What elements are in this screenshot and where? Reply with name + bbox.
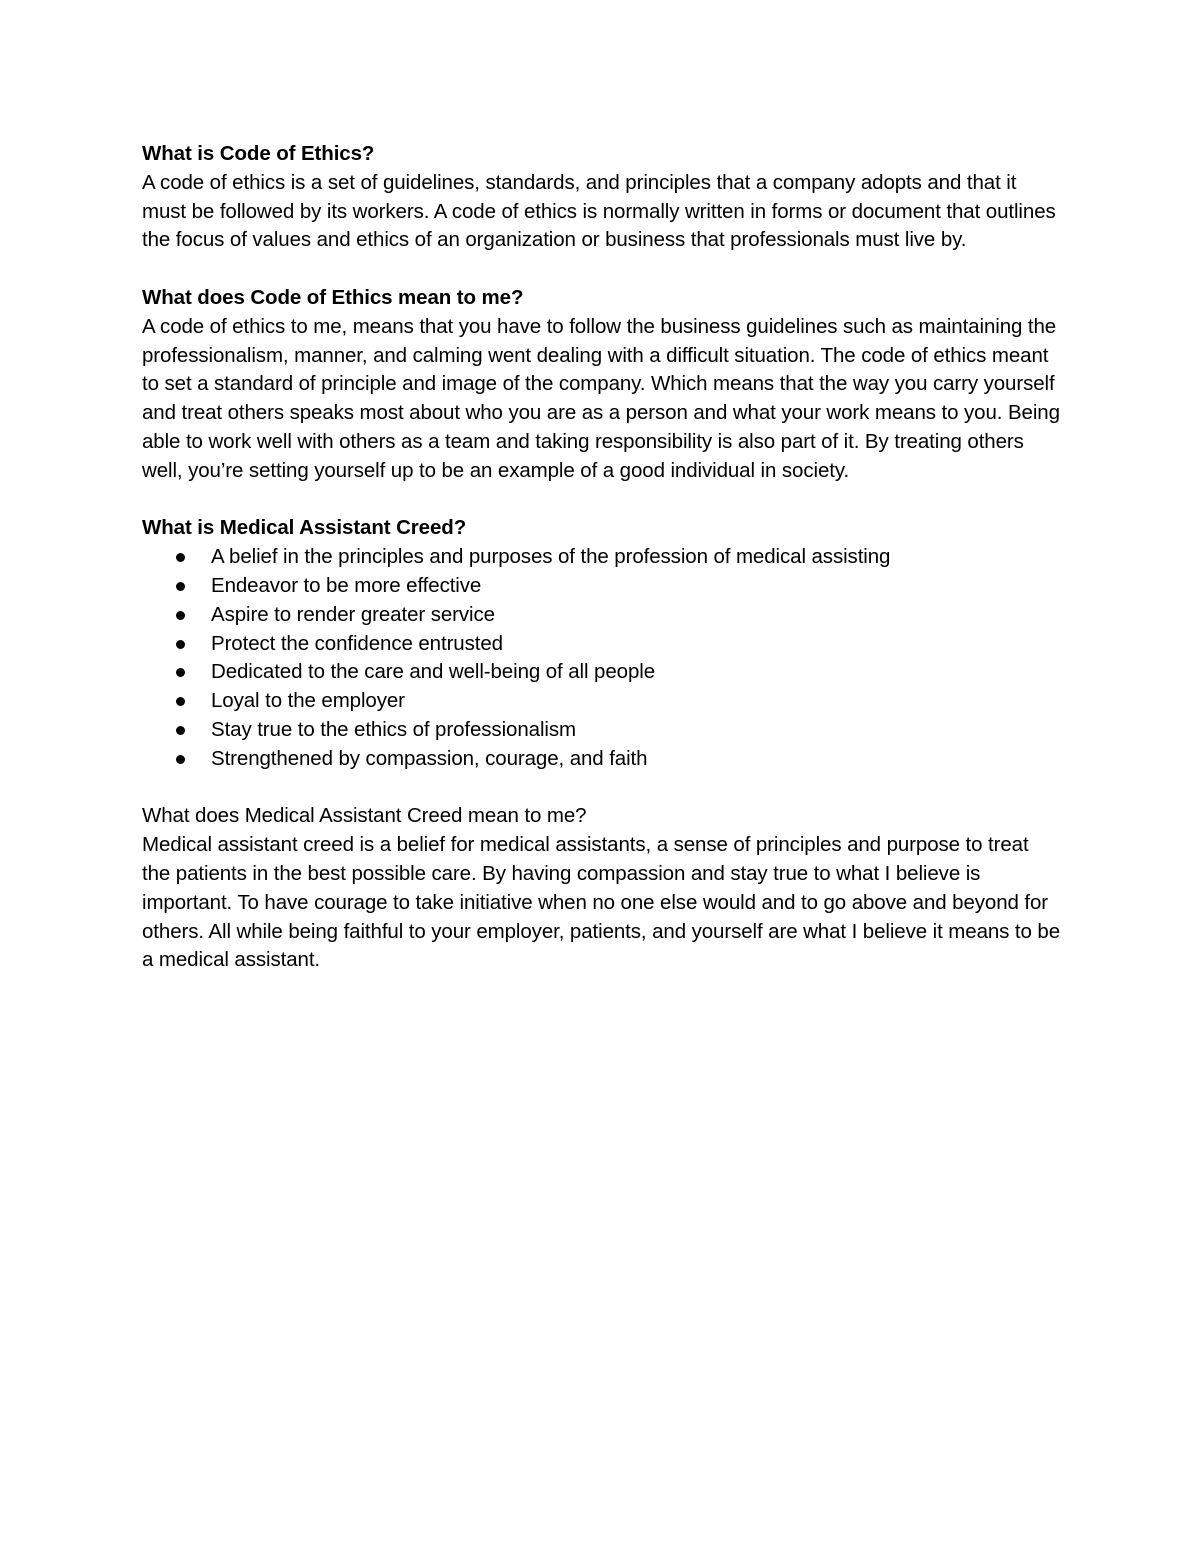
section-heading: What does Medical Assistant Creed mean to me?	[142, 804, 587, 828]
list-item-text: Protect the confidence entrusted	[211, 631, 503, 655]
bullet-icon	[176, 553, 185, 562]
list-item-text: Endeavor to be more effective	[211, 573, 482, 597]
list-item	[142, 745, 1062, 774]
section-heading: What is Medical Assistant Creed?	[142, 516, 467, 540]
bullet-icon	[176, 668, 185, 677]
bullet-icon	[176, 726, 185, 735]
list-item	[142, 572, 1062, 601]
list-item	[142, 601, 1062, 630]
list-item-text: A belief in the principles and purposes of the profession of medical assisting	[211, 545, 891, 569]
bullet-icon	[176, 697, 185, 706]
section-heading: What is Code of Ethics?	[142, 142, 375, 165]
section-paragraph: A code of ethics to me, means that you have to follow the business guidelines such as maintaining the professionalism, manner, and calming went dealing with a difficult situation. The code of ethics meant to set a standard of principle and image of the company. Which means that the way you carry yourself and treat others speaks most about who you are as a person and what your work means to you. Being able to work well with others as a team and taking responsibility is also part of it. By treating others well, you’re setting yourself up to be an example of a good individual in society.	[142, 314, 1060, 482]
bullet-icon	[176, 755, 185, 764]
section-heading: What does Code of Ethics mean to me?	[142, 285, 524, 309]
section-medical-assistant-creed	[142, 514, 1062, 773]
list-item	[142, 687, 1062, 716]
section-paragraph: A code of ethics is a set of guidelines, standards, and principles that a company adopts and that it must be followed by its workers. A code of ethics is normally written in forms or document that outlines the focus of values and ethics of an organization or business that professionals must live by.	[142, 170, 1056, 252]
section-what-is-code-of-ethics	[142, 140, 1062, 255]
bullet-icon	[176, 582, 185, 591]
creed-list	[142, 543, 1062, 773]
list-item-text: Strengthened by compassion, courage, and faith	[211, 746, 648, 770]
document-content	[142, 140, 1062, 1004]
list-item	[142, 658, 1062, 687]
list-item-text: Stay true to the ethics of professionalism	[211, 717, 576, 741]
list-item	[142, 716, 1062, 745]
section-creed-meaning	[142, 802, 1062, 975]
list-item	[142, 543, 1062, 572]
bullet-icon	[176, 611, 185, 620]
section-paragraph: Medical assistant creed is a belief for medical assistants, a sense of principles and purpose to treat the patients in the best possible care. By having compassion and stay true to what I believe is important. To have courage to take initiative when no one else would and to go above and beyond for others. All while being faithful to your employer, patients, and yourself are what I believe it means to be a medical assistant.	[142, 833, 1061, 972]
list-item	[142, 630, 1062, 659]
section-code-of-ethics-meaning	[142, 284, 1062, 486]
bullet-icon	[176, 640, 185, 649]
list-item-text: Loyal to the employer	[211, 689, 405, 713]
list-item-text: Aspire to render greater service	[211, 602, 495, 626]
list-item-text: Dedicated to the care and well-being of all people	[211, 660, 656, 684]
